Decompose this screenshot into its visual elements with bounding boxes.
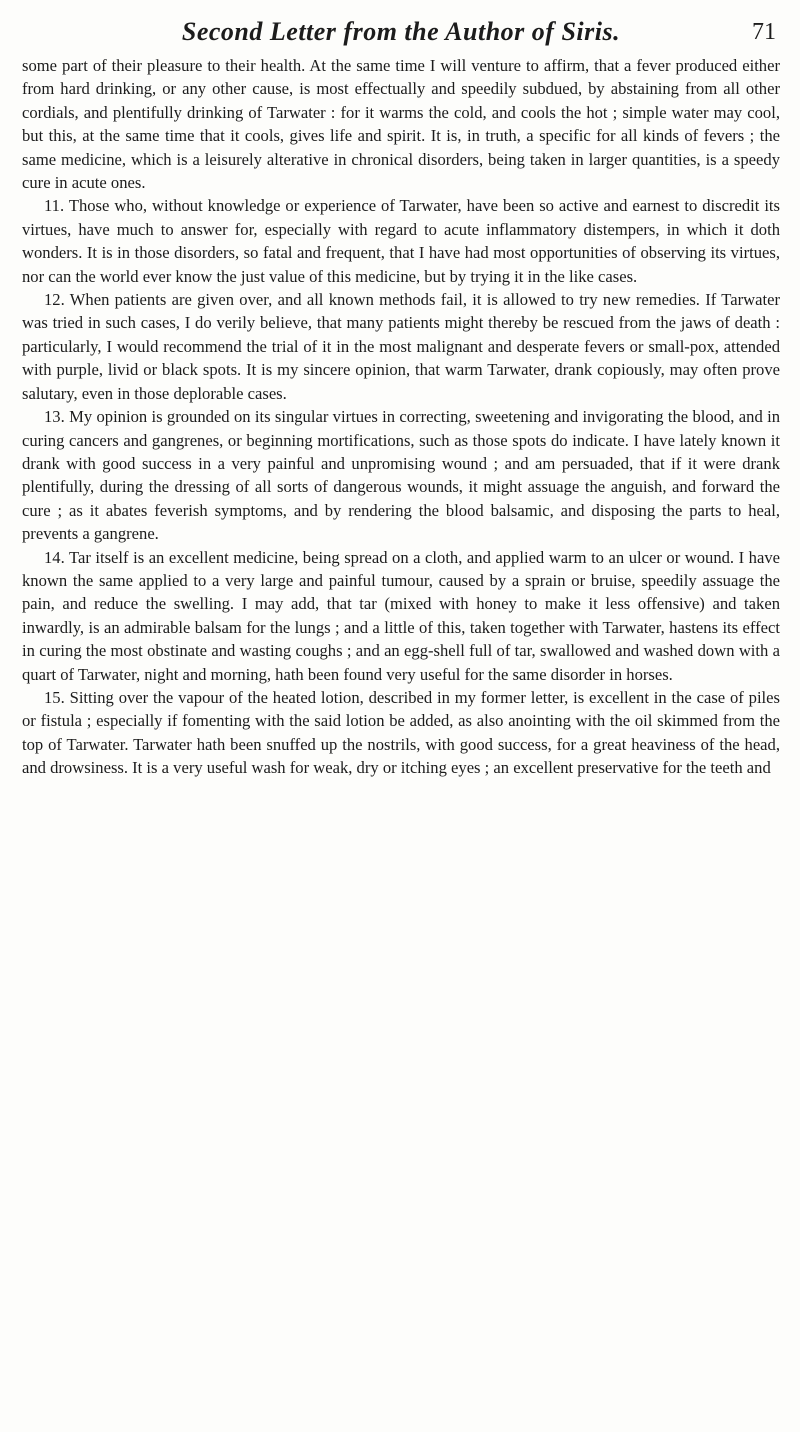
text-body <box>22 54 780 780</box>
page-number: 71 <box>752 19 776 45</box>
paragraph-text: My opinion is grounded on its singular virtues in correcting, sweetening and invigorating the blood, and in curing cancers and gangrenes, or beginning mortifications, such as those spots do indicate. I have lately known it drank with good success in a very painful and unpromising wound ; and am persuaded, that if it were drank plentifully, during the dressing of all sorts of dangerous wounds, it might assuage the anguish, and forward the cure ; as it abates feverish symptoms, and by rendering the blood balsamic, and disposing the parts to heal, prevents a gangrene. <box>22 407 780 544</box>
paragraph-14 <box>22 546 780 686</box>
running-title: Second Letter from the Author of Siris. <box>181 17 621 46</box>
paragraph-number: 13. <box>44 407 65 427</box>
paragraph-text: When patients are given over, and all known methods fail, it is allowed to try new remedies. If Tarwater was tried in such cases, I do verily believe, that many patients might thereby be rescued from the jaws of death : particularly, I would recommend the trial of it in the most malignant and desperate fevers or small-pox, attended with purple, livid or black spots. It is my sincere opinion, that warm Tarwater, drank copiously, may often prove salutary, even in those deplorable cases. <box>22 290 780 403</box>
running-head <box>22 10 780 54</box>
paragraph-number: 11. <box>44 196 65 216</box>
paragraph-15 <box>22 686 780 780</box>
paragraph-11 <box>22 194 780 288</box>
paragraph-text: Tar itself is an excellent medicine, being spread on a cloth, and applied warm to an ulcer or wound. I have known the same applied to a very large and painful tumour, caused by a sprain or bruise, speedily assuage the pain, and reduce the swelling. I may add, that tar (mixed with honey to make it less offensive) and taken inwardly, is an admirable balsam for the lungs ; and a little of this, taken together with Tarwater, hastens its effect in curing the most obstinate and wasting coughs ; and an egg-shell full of tar, swallowed and washed down with a quart of Tarwater, night and morning, hath been found very useful for the same disorder in horses. <box>22 547 780 684</box>
paragraph-12 <box>22 288 780 405</box>
paragraph-text: Those who, without knowledge or experience of Tarwater, have been so active and earnest to discredit its virtues, have much to answer for, especially with regard to acute inflammatory distempers, in which it doth wonders. It is in those disorders, so fatal and frequent, that I have had most opportunities of observing its virtues, nor can the world ever know the just value of this medicine, but by trying it in the like cases. <box>22 196 781 286</box>
paragraph-number: 15. <box>44 687 65 707</box>
paragraph-13 <box>22 405 780 545</box>
paragraph-text: some part of their pleasure to their health. At the same time I will venture to affirm, that a fever produced either from hard drinking, or any other cause, is most effectually and speedily subdued, by abstaining from all other cordials, and plentifully drinking of Tarwater : for it warms the cold, and cools the hot ; simple water may cool, but this, at the same time that it cools, gives life and spirit. It is, in truth, a specific for all kinds of fevers ; the same medicine, which is a leisurely alterative in chronical disorders, being taken in larger quantities, is a speedy cure in acute ones. <box>22 56 780 193</box>
paragraph-text: Sitting over the vapour of the heated lotion, described in my former letter, is excellent in the case of piles or fistula ; especially if fomenting with the said lotion be added, as also anointing with the oil skimmed from the top of Tarwater. Tarwater hath been snuffed up the nostrils, with good success, for a great heaviness of the head, and drowsiness. It is a very useful wash for weak, dry or itching eyes ; an excellent preservative for the teeth and <box>22 687 780 778</box>
paragraph-continued <box>22 54 780 194</box>
paragraph-number: 14. <box>44 547 65 567</box>
paragraph-number: 12. <box>44 290 65 310</box>
